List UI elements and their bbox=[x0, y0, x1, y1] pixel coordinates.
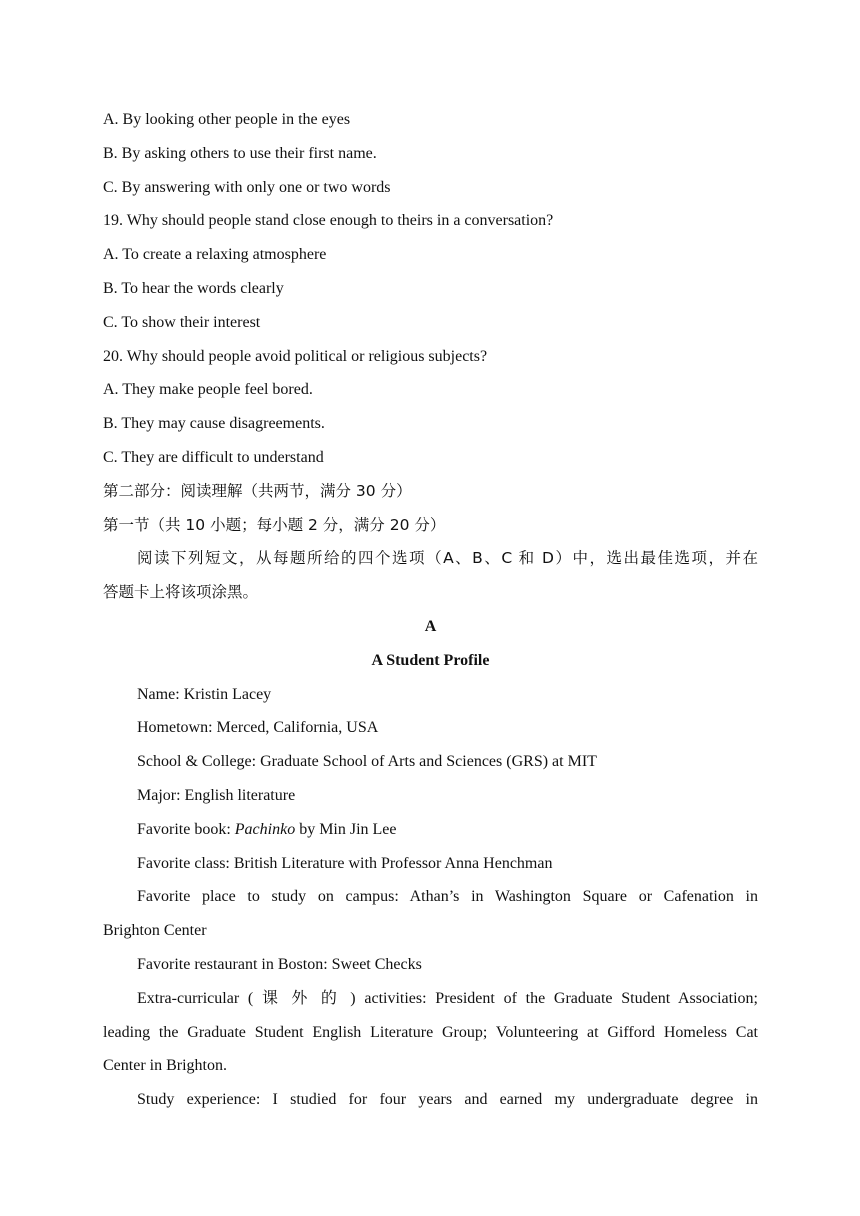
profile-favorite-place-line-2: Brighton Center bbox=[103, 922, 207, 940]
q18-option-a: A. By looking other people in the eyes bbox=[103, 111, 351, 128]
favorite-book-title: Pachinko bbox=[234, 820, 296, 838]
favorite-book-prefix: Favorite book: bbox=[137, 820, 235, 838]
profile-favorite-restaurant: Favorite restaurant in Boston: Sweet Checks bbox=[137, 955, 422, 973]
profile-major: Major: English literature bbox=[137, 786, 296, 804]
section-subtitle: 第一节（共 10 小题；每小题 2 分，满分 20 分） bbox=[103, 515, 446, 534]
instruction-line-2: 答题卡上将该项涂黑。 bbox=[103, 583, 259, 602]
q19-option-c: C. To show their interest bbox=[103, 313, 261, 331]
document-page bbox=[103, 103, 758, 1117]
profile-hometown: Hometown: Merced, California, USA bbox=[137, 719, 379, 737]
q18-option-b: B. By asking others to use their first name. bbox=[103, 144, 377, 162]
instruction-line-1: 阅读下列短文，从每题所给的四个选项（A、B、C 和 D）中，选出最佳选项，并在 bbox=[137, 549, 758, 568]
q20-option-a: A. They make people feel bored. bbox=[103, 381, 313, 399]
favorite-book-suffix: by Min Jin Lee bbox=[295, 820, 397, 838]
q20-question: 20. Why should people avoid political or religious subjects? bbox=[103, 347, 488, 365]
profile-activities-line-1: Extra-curricular ( 课 外 的 ) activities: President of the Graduate Student Association; bbox=[137, 989, 758, 1007]
profile-favorite-class: Favorite class: British Literature with Professor Anna Henchman bbox=[137, 854, 553, 872]
passage-letter: A bbox=[424, 617, 437, 635]
profile-name: Name: Kristin Lacey bbox=[137, 685, 272, 703]
q20-option-c: C. They are difficult to understand bbox=[103, 448, 324, 466]
profile-study-experience-line-1: Study experience: I studied for four years and earned my undergraduate degree in bbox=[137, 1091, 758, 1109]
profile-school: School & College: Graduate School of Arts and Sciences (GRS) at MIT bbox=[137, 753, 597, 771]
profile-activities-line-2: leading the Graduate Student English Literature Group; Volunteering at Gifford Homeless Cat bbox=[103, 1023, 758, 1041]
q19-option-a: A. To create a relaxing atmosphere bbox=[103, 246, 327, 264]
profile-favorite-place-line-1: Favorite place to study on campus: Athan’s in Washington Square or Cafenation in bbox=[137, 888, 758, 906]
passage-title: A Student Profile bbox=[371, 651, 490, 669]
profile-activities-line-3: Center in Brighton. bbox=[103, 1057, 227, 1075]
part-title: 第二部分：阅读理解（共两节，满分 30 分） bbox=[103, 481, 412, 500]
q19-question: 19. Why should people stand close enough to theirs in a conversation? bbox=[103, 212, 554, 230]
q19-option-b: B. To hear the words clearly bbox=[103, 279, 284, 297]
q18-option-c: C. By answering with only one or two words bbox=[103, 178, 391, 196]
profile-favorite-book bbox=[103, 813, 758, 847]
q20-option-b: B. They may cause disagreements. bbox=[103, 415, 325, 433]
